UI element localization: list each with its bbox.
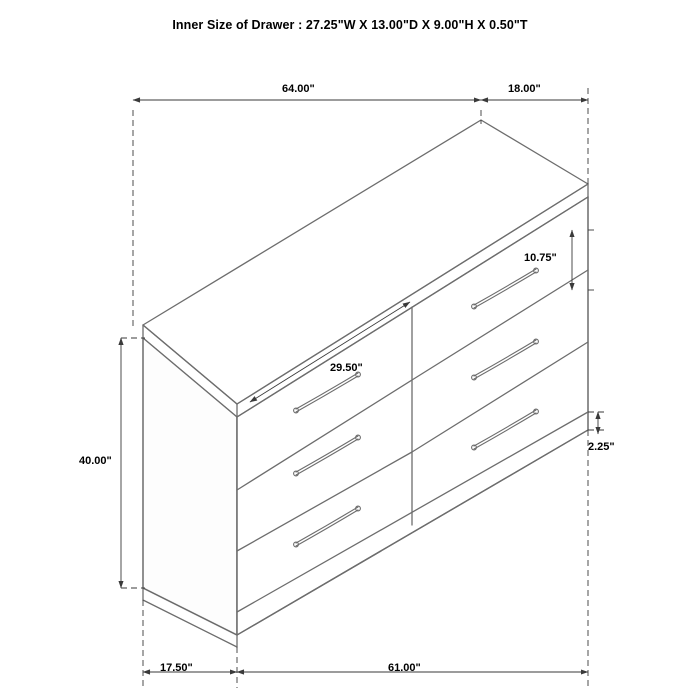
dim-drawer-height: 10.75" bbox=[524, 252, 557, 264]
dim-overall-height: 40.00" bbox=[79, 455, 112, 467]
dim-top-width: 64.00" bbox=[282, 83, 315, 95]
dim-base-rail: 2.25" bbox=[588, 441, 615, 453]
dim-top-depth: 18.00" bbox=[508, 83, 541, 95]
dresser-body bbox=[143, 120, 588, 647]
dim-diagonal-drawer-width: 29.50" bbox=[330, 362, 363, 374]
page-title: Inner Size of Drawer : 27.25"W X 13.00"D X 9.00"H X 0.50"T bbox=[172, 18, 528, 32]
dim-front-width: 61.00" bbox=[388, 662, 421, 674]
dim-side-depth: 17.50" bbox=[160, 662, 193, 674]
